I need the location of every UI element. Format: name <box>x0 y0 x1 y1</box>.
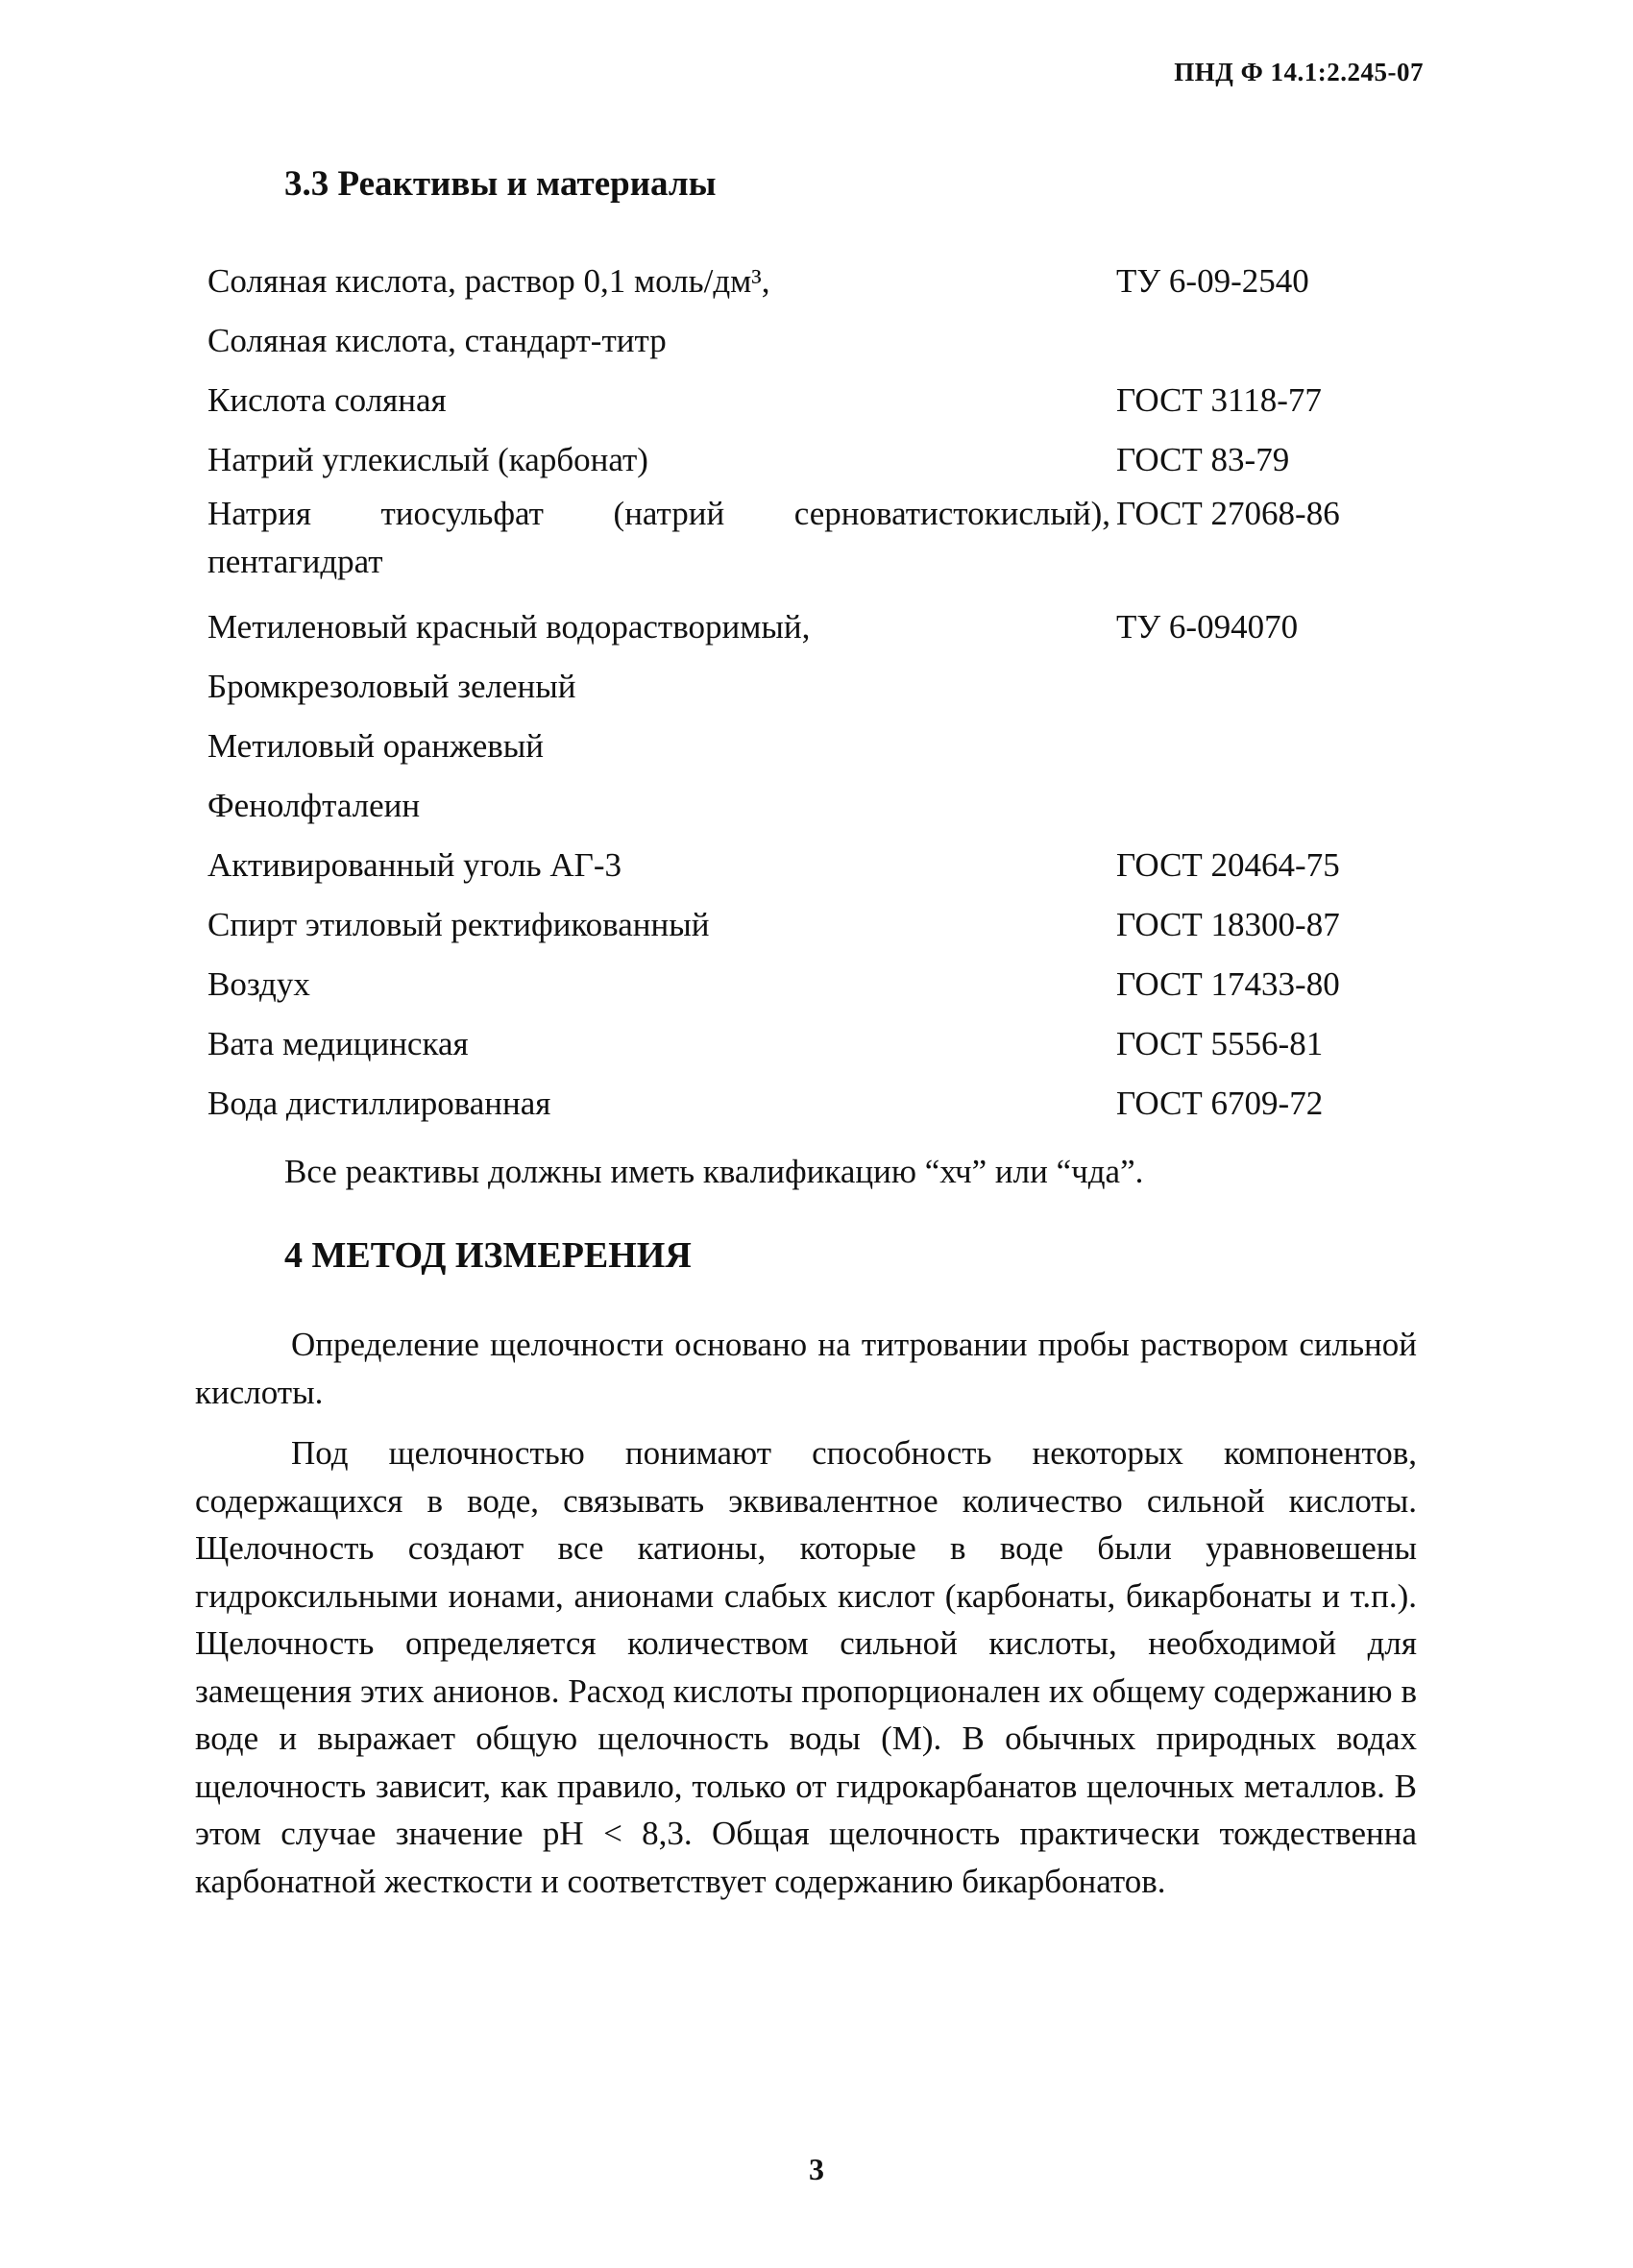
reagent-name-continuation: пентагидрат <box>207 543 383 580</box>
reagent-row <box>207 597 1427 657</box>
reagent-name: Фенолфталеин <box>207 787 421 824</box>
reagent-standard: ГОСТ 17433-80 <box>1116 965 1340 1003</box>
reagent-name: Метиловый оранжевый <box>207 727 544 765</box>
reagents-list <box>207 252 1427 1134</box>
reagent-standard: ТУ 6-094070 <box>1116 608 1299 646</box>
reagent-row <box>207 657 1427 717</box>
document-code: ПНД Ф 14.1:2.245-07 <box>1174 58 1424 86</box>
reagent-row <box>207 955 1427 1014</box>
reagent-name: Активированный уголь АГ-3 <box>207 846 622 884</box>
reagent-name: Воздух <box>207 965 310 1003</box>
qualification-note: Все реактивы должны иметь квалификацию “хч” или “чда”. <box>284 1153 1144 1190</box>
reagent-standard: ГОСТ 6709-72 <box>1116 1085 1324 1122</box>
reagent-row <box>207 836 1427 895</box>
paragraph-text: Определение щелочности основано на титровании пробы раствором сильной кислоты. <box>195 1326 1417 1411</box>
reagent-row <box>207 311 1427 371</box>
reagent-row <box>207 895 1427 955</box>
method-paragraph <box>195 1321 1417 1416</box>
reagent-standard: ТУ 6-09-2540 <box>1116 262 1309 300</box>
reagent-standard: ГОСТ 27068-86 <box>1116 495 1340 532</box>
reagent-name: Вата медицинская <box>207 1025 469 1062</box>
paragraph-text: Под щелочностью понимают способность некоторых компонентов, содержащихся в воде, связывать эквивалентное количество сильной кислоты. Щелочность создают все катионы, которые в воде были уравновешены гидроксильными ионами, анионами слабых кислот (карбонаты, бикарбонаты и т.п.). Щелочность определяется количеством сильной кислоты, необходимой для замещения этих анионов. Расход кислоты пропорционален их общему содержанию в воде и выражает общую щелочность воды (М). В обычных природных водах щелочность зависит, как правило, только от гидрокарбанатов щелочных металлов. В этом случае значение pH < 8,3. Общая щелочность практически тождественна карбонатной жесткости и соответствует содержанию бикарбонатов. <box>195 1434 1417 1900</box>
reagent-standard: ГОСТ 3118-77 <box>1116 381 1322 419</box>
section-heading-method: 4 МЕТОД ИЗМЕРЕНИЯ <box>284 1235 692 1276</box>
reagent-row <box>207 1074 1427 1134</box>
reagent-row <box>207 776 1427 836</box>
reagent-name: Натрий углекислый (карбонат) <box>207 441 648 478</box>
reagent-standard: ГОСТ 5556-81 <box>1116 1025 1324 1062</box>
reagent-row <box>207 371 1427 430</box>
reagent-row <box>207 1014 1427 1074</box>
reagent-name: Вода дистиллированная <box>207 1085 551 1122</box>
reagent-name: Кислота соляная <box>207 381 447 419</box>
reagent-name: Соляная кислота, раствор 0,1 моль/дм³, <box>207 262 770 300</box>
reagent-name: Бромкрезоловый зеленый <box>207 668 576 705</box>
reagent-name: Спирт этиловый ректификованный <box>207 906 710 943</box>
reagent-row <box>207 252 1427 311</box>
reagent-row <box>207 490 1427 586</box>
reagent-standard: ГОСТ 20464-75 <box>1116 846 1340 884</box>
method-paragraph <box>195 1429 1417 1905</box>
section-heading-reagents: 3.3 Реактивы и материалы <box>284 164 717 204</box>
reagent-row <box>207 717 1427 776</box>
reagent-standard: ГОСТ 18300-87 <box>1116 906 1340 943</box>
reagent-name: Соляная кислота, стандарт-титр <box>207 322 667 359</box>
page-number: 3 <box>809 2152 824 2186</box>
reagent-name: Натрия тиосульфат (натрий серноватистокислый), <box>207 495 1110 532</box>
reagent-name: Метиленовый красный водорастворимый, <box>207 608 811 646</box>
reagent-row <box>207 430 1427 490</box>
reagent-standard: ГОСТ 83-79 <box>1116 441 1290 478</box>
